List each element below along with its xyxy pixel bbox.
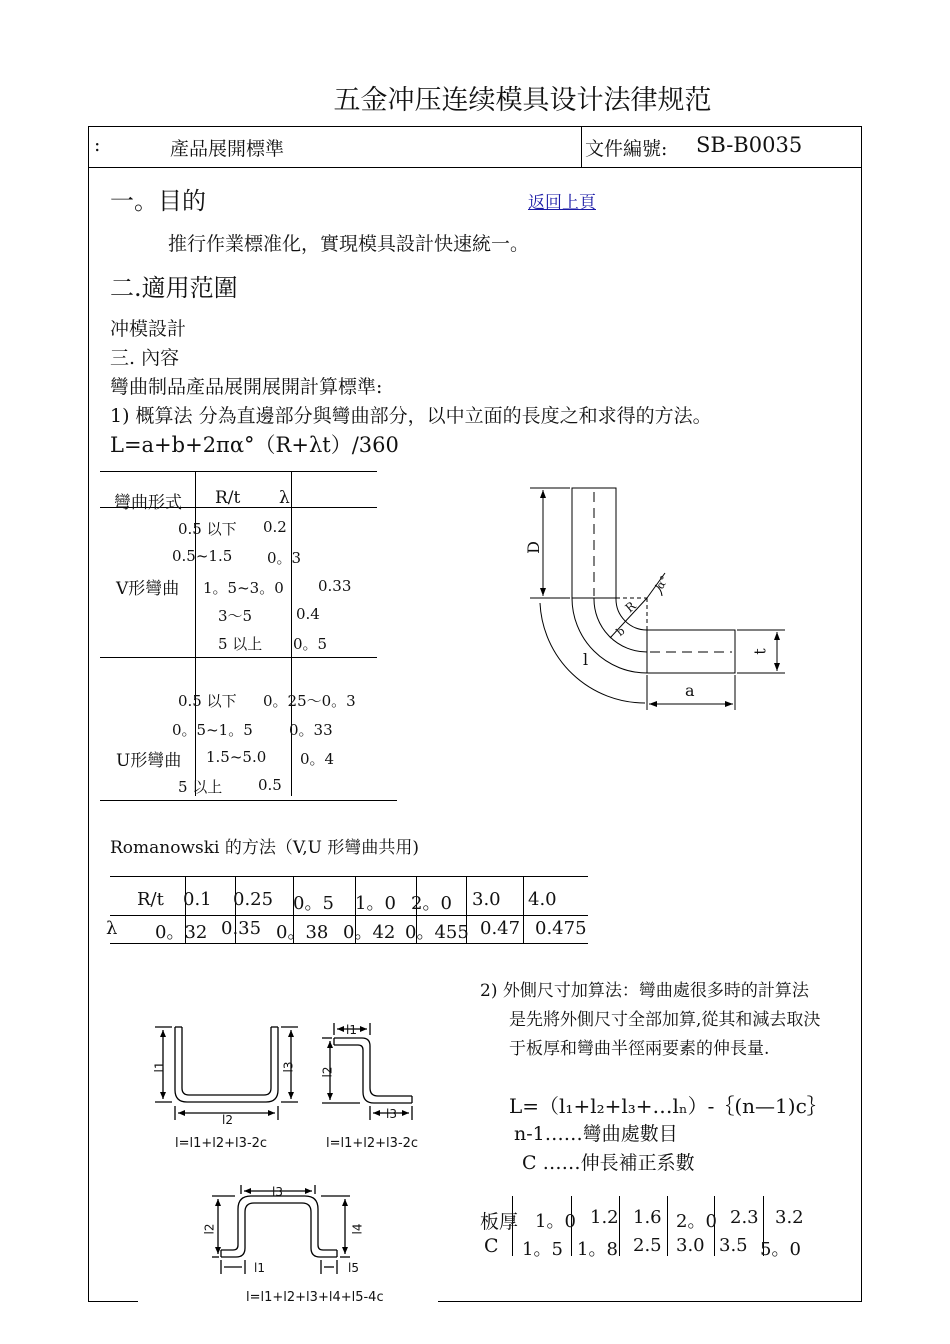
romanowski-rt-4: 1。0	[355, 893, 396, 914]
section2-text: 冲模設計	[110, 318, 187, 340]
table1-u-rt-3: 1.5~5.0	[206, 748, 267, 766]
table1-u-rt-2: 0。5~1。5	[172, 721, 253, 739]
romanowski-caption: Romanowski 的方法（V,U 形彎曲共用)	[110, 838, 419, 858]
table3-row2-label: C	[484, 1235, 499, 1257]
table3-c-1: 1。5	[522, 1239, 563, 1260]
table1-v-rt-2: 0.5~1.5	[172, 547, 233, 565]
doc-number: SB-B0035	[696, 133, 803, 157]
section1-text: 推行作業標准化，實現模具設計快速統一。	[168, 233, 530, 255]
table1-u-lam-1: 0。25～0。3	[263, 692, 356, 710]
table1-u-lam-2: 0。33	[289, 721, 333, 739]
table1-u-rt-1: 0.5 以下	[178, 692, 237, 710]
table1-col-line-2	[291, 471, 292, 796]
romanowski-lam-2: 0.35	[221, 918, 262, 939]
table3-c-5: 3.5	[719, 1235, 748, 1256]
romanowski-rt-6: 3.0	[472, 889, 501, 910]
method2-line3: 于板厚和彎曲半徑兩要素的伸長量.	[509, 1039, 770, 1059]
table3-c-3: 2.5	[633, 1235, 662, 1256]
romanowski-lam-1: 0。32	[155, 922, 208, 943]
u-label-l2: l2	[222, 1113, 233, 1127]
bend-label-t: t	[750, 648, 770, 655]
method2-line2: 是先將外側尺寸全部加算,從其和減去取決	[509, 1010, 821, 1030]
romanowski-lam-label: λ	[106, 918, 118, 939]
section1-heading: 一。目的	[110, 187, 206, 215]
table1-v-rt-1: 0.5 以下	[178, 520, 237, 538]
hat-label-l4: l4	[350, 1223, 365, 1235]
romanowski-rt-2: 0.25	[233, 889, 274, 910]
table1-header-form: 彎曲形式	[114, 493, 182, 513]
romanowski-rt-3: 0。5	[293, 893, 334, 914]
table3-thk-6: 3.2	[775, 1207, 804, 1228]
bend-label-b: b	[613, 624, 628, 639]
u-formula: l=l1+l2+l3-2c	[175, 1136, 268, 1151]
romanowski-lam-7: 0.475	[535, 918, 587, 939]
table3-col-3	[619, 1196, 620, 1256]
method2-line1: 2) 外側尺寸加算法：彎曲處很多時的計算法	[480, 981, 809, 1001]
romanowski-lam-5: 0。455	[405, 922, 469, 943]
z-formula: l=l1+l2+l3-2c	[326, 1136, 419, 1151]
table3-c-2: 1。8	[577, 1239, 618, 1260]
header-divider	[581, 126, 582, 168]
bend-label-l: l	[583, 650, 589, 669]
table1-u-rt-4: 5 以上	[178, 778, 223, 796]
table1-bottom-line	[100, 800, 397, 801]
table1-u-lam-4: 0.5	[258, 776, 282, 794]
z-label-l1: l1	[346, 1023, 357, 1037]
z-label-l3: l3	[386, 1107, 397, 1121]
u-label-l3: l3	[281, 1061, 296, 1073]
table3-thk-4: 2。0	[676, 1211, 717, 1232]
romanowski-rt-label: R/t	[137, 889, 164, 910]
table3-thk-1: 1。0	[535, 1211, 576, 1232]
romanowski-lam-3: 0。38	[276, 922, 329, 943]
section2-heading: 二.適用范圍	[110, 274, 238, 302]
table1-v-rt-3: 1。5~3。0	[203, 579, 284, 597]
romanowski-lam-4: 0。42	[343, 922, 396, 943]
table1-mid-line	[100, 657, 377, 658]
table1-v-lam-3: 0.33	[318, 577, 352, 595]
table3-thk-3: 1.6	[633, 1207, 662, 1228]
hat-formula: l=l1+l2+l3+l4+l5-4c	[246, 1290, 384, 1305]
romanowski-lam-6: 0.47	[480, 918, 521, 939]
header-subject: 產品展開標準	[170, 138, 285, 160]
back-link[interactable]: 返回上頁	[528, 193, 596, 213]
table3-col-4	[667, 1196, 668, 1256]
u-label-l1: l1	[152, 1061, 167, 1073]
table1-v-label: V形彎曲	[116, 579, 180, 599]
header-subject-colon: :	[94, 134, 101, 156]
romanowski-rt-5: 2。0	[411, 893, 452, 914]
table1-v-rt-5: 5 以上	[218, 635, 263, 653]
table3-thk-5: 2.3	[730, 1207, 759, 1228]
hat-label-l1: l1	[254, 1261, 265, 1275]
table1-header-rt: R/t	[215, 488, 241, 508]
table3-row1-label: 板厚	[480, 1211, 519, 1233]
table1-u-label: U形彎曲	[116, 751, 182, 771]
table1-v-lam-4: 0.4	[296, 605, 320, 623]
table3-c-4: 3.0	[676, 1235, 705, 1256]
bend-label-R: R	[622, 598, 639, 616]
hat-label-l5: l5	[348, 1261, 359, 1275]
romanowski-top-line	[110, 876, 588, 877]
table1-v-lam-2: 0。3	[267, 549, 302, 567]
table3-c-6: 5。0	[760, 1239, 801, 1260]
section3-heading: 三. 內容	[110, 347, 180, 369]
table1-top-line	[100, 471, 377, 472]
table1-v-rt-4: 3～5	[218, 607, 253, 625]
romanowski-rt-7: 4.0	[528, 889, 557, 910]
section3-line2: 1) 概算法 分為直邊部分與彎曲部分，以中立面的長度之和求得的方法。	[110, 405, 712, 427]
method2-n-def: n-1……彎曲處數目	[514, 1123, 678, 1145]
table1-v-lam-5: 0。5	[293, 635, 328, 653]
table1-u-lam-3: 0。4	[300, 750, 335, 768]
section3-line1: 彎曲制品產品展開展開計算標準:	[110, 376, 383, 398]
hat-label-l2: l2	[202, 1223, 217, 1235]
doc-number-label: 文件編號:	[585, 138, 668, 160]
document-title: 五金冲压连续模具设计法律规范	[333, 85, 712, 116]
table1-v-lam-1: 0.2	[263, 518, 287, 536]
table3-thk-2: 1.2	[590, 1207, 619, 1228]
romanowski-mid-line	[110, 915, 588, 916]
bend-label-D: D	[523, 541, 543, 554]
hat-label-l3: l3	[272, 1185, 283, 1199]
z-label-l2: l2	[320, 1066, 335, 1078]
method2-c-def: C ……伸長補正系數	[522, 1152, 695, 1174]
formula-1: L=a+b+2πα°（R+λt）/360	[110, 433, 399, 457]
table1-header-lambda: λ	[279, 488, 290, 508]
romanowski-rt-1: 0.1	[183, 889, 212, 910]
bend-label-alpha: α°	[653, 573, 672, 592]
method2-formula: L=（l₁+l₂+l₃+…lₙ）-｛(n—1)c｝	[509, 1094, 827, 1118]
bend-label-a: a	[685, 681, 695, 700]
romanowski-col-7	[523, 876, 524, 943]
